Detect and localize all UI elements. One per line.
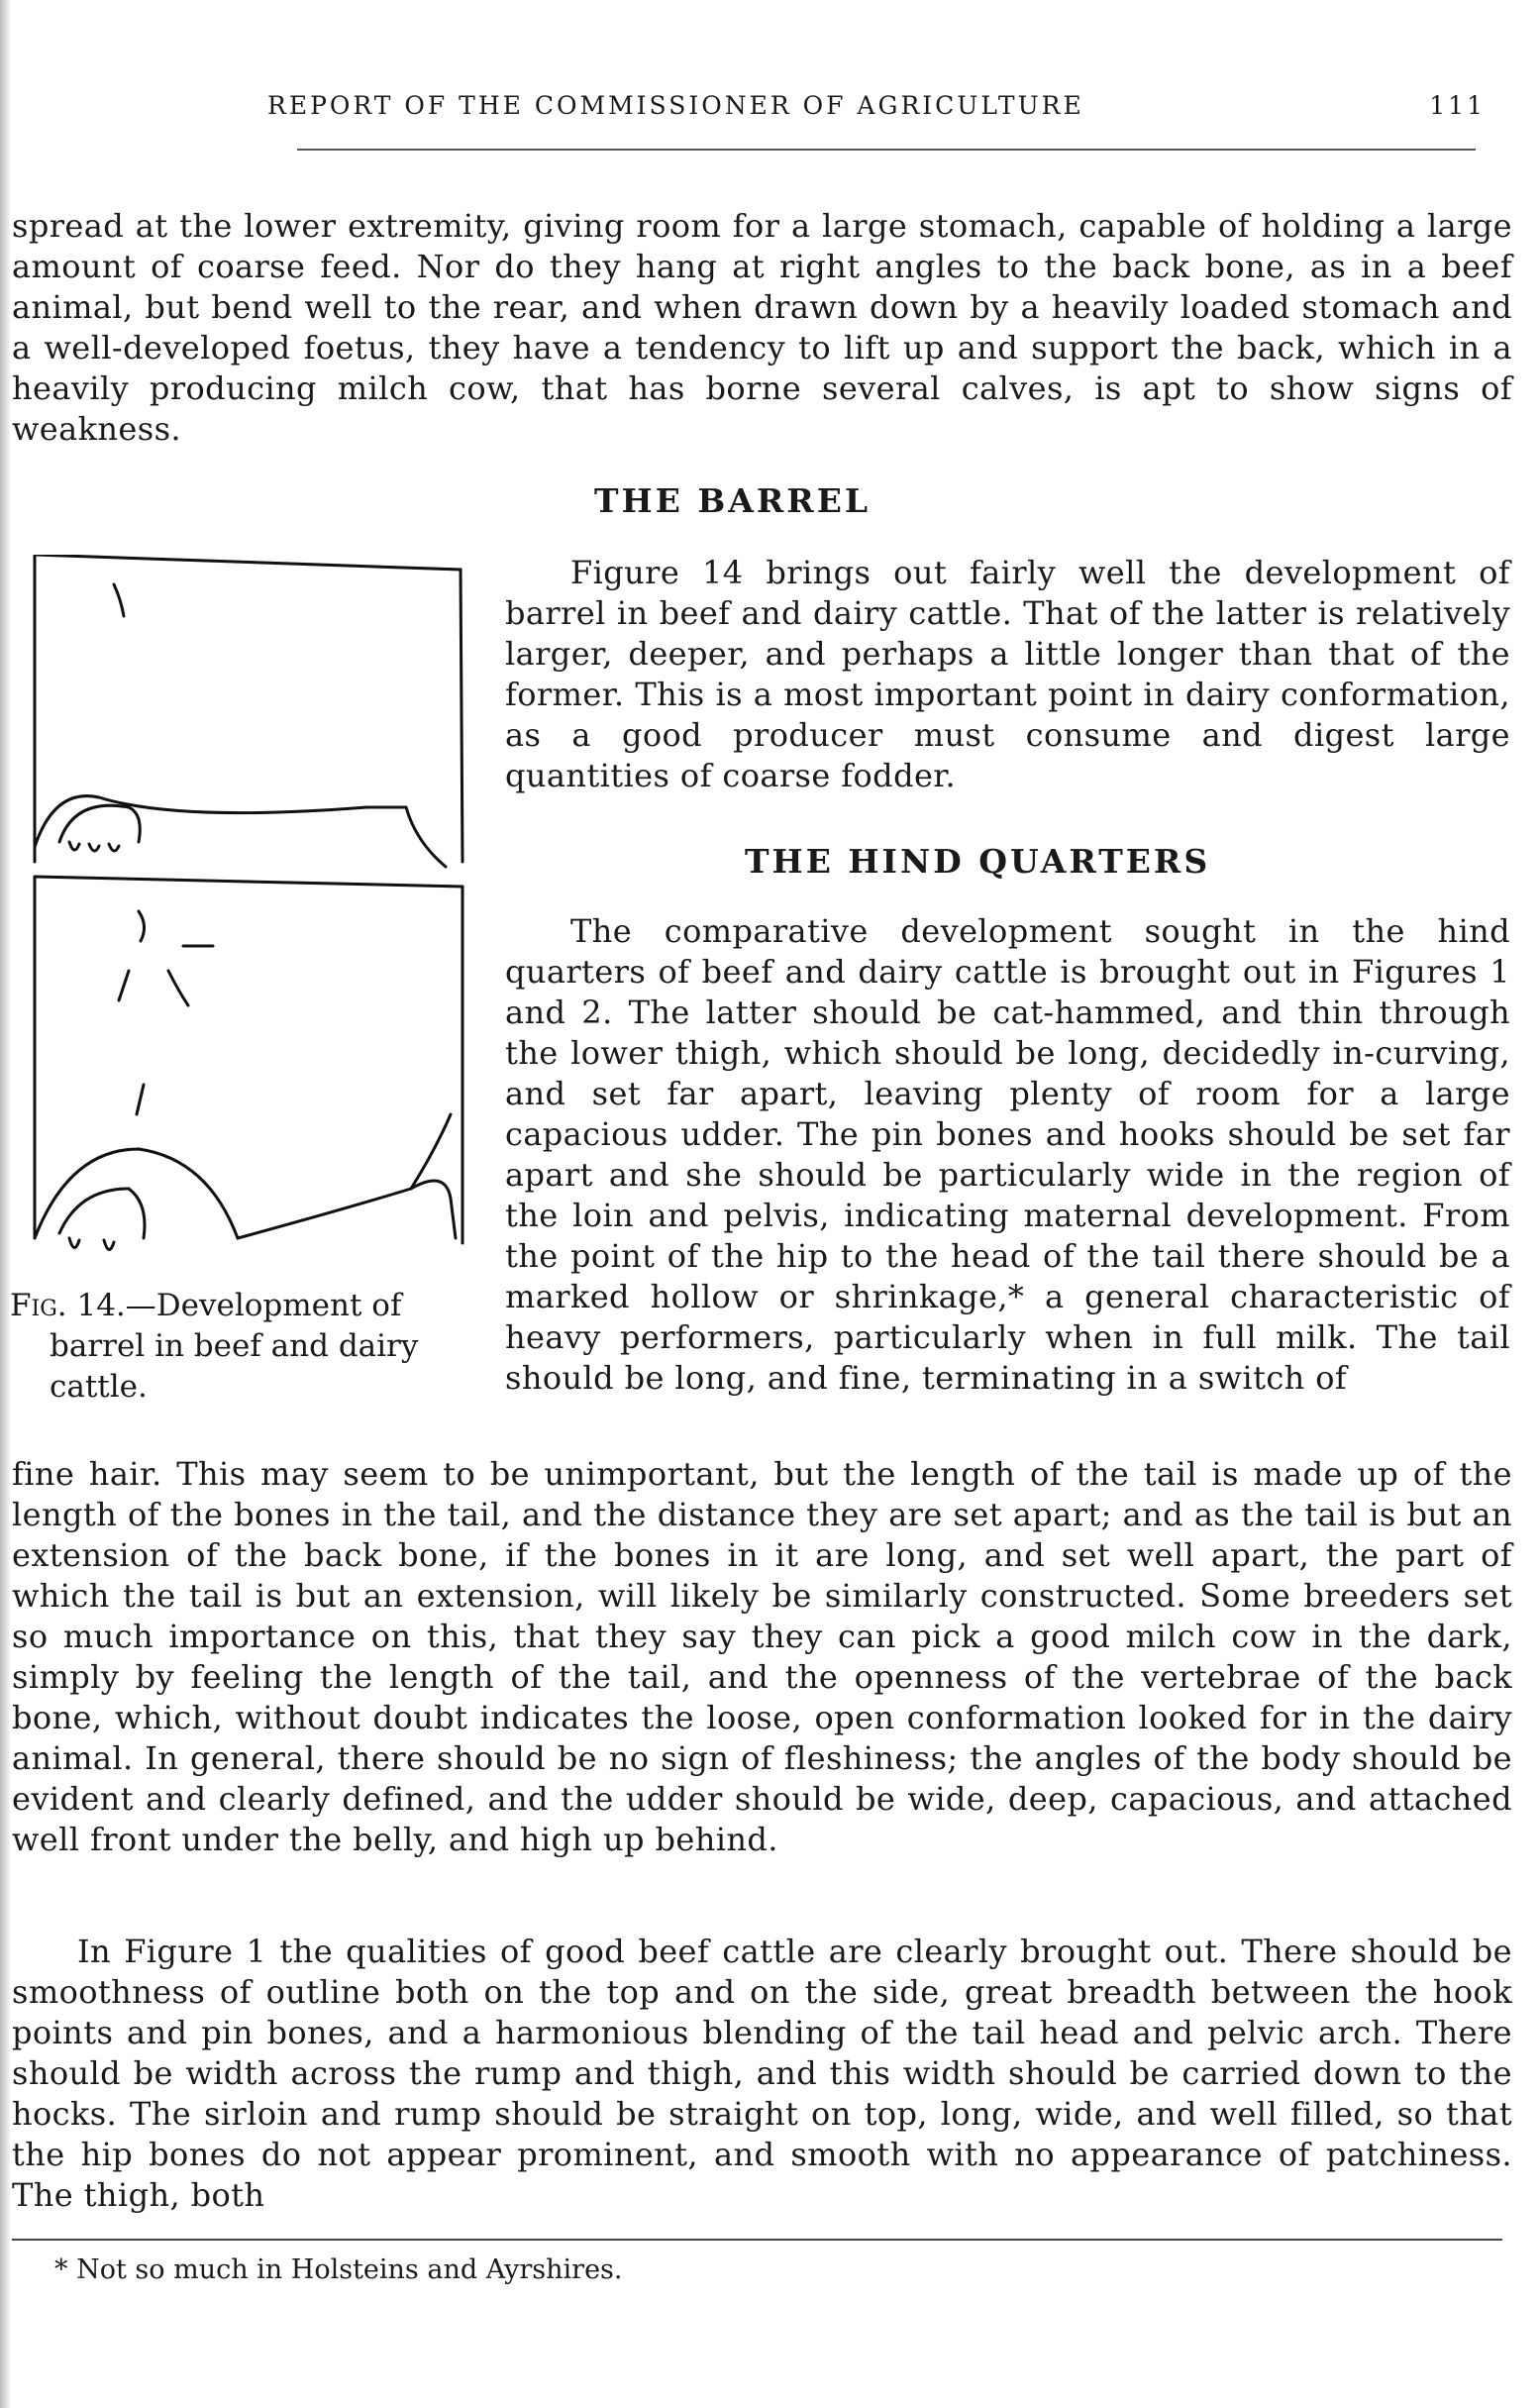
running-header [267,91,1486,120]
figure-label: Fig. 14. [10,1288,126,1323]
beef-teats [69,842,119,851]
figure-14-illustration [30,555,465,1268]
panel-divider [35,877,462,887]
dairy-panel-frame [35,877,462,1243]
hind-quarters-paragraph: The comparative development sought in the hind quarters of beef and dairy cattle is brought out in Figures 1 and 2. The latter should be cat-hammed, and thin through the lower thigh, which should be long, decidedly in-curving, and set far apart, leaving plenty of room for a large capacious udder. The pin bones and hooks should be set far apart and she should be particularly wide in the region of the loin and pelvis, indicating maternal development. From the point of the hip to the head of the tail there should be a marked hollow or shrinkage,* a general characteristic of heavy performers, particularly when in full milk. The tail should be long, and fine, terminating in a switch of [505,912,1510,1397]
beef-leg-line [406,807,446,867]
dairy-marking-1 [139,911,145,941]
caption-line-2: barrel in beef and dairy cattle. [50,1328,419,1405]
page-number: 111 [1429,91,1486,120]
figure-14-caption [10,1286,485,1408]
caption-line-1: —Development of [125,1288,402,1323]
barrel-heading: THE BARREL [594,481,872,520]
footnote: * Not so much in Holsteins and Ayrshires. [54,2254,623,2285]
beef-marking [114,584,124,616]
figure-1-paragraph: In Figure 1 the qualities of good beef cattle are clearly brought out. There should be smoothness of outline both on the top and on the side, great breadth between the hook points and pin bones, and a harmonious blending of the tail head and pelvic arch. There should be width across the rump and thigh, and this width should be carried down to the hocks. The sirloin and rump should be straight on top, long, wide, and well filled, so that the hip bones do not appear prominent, and smooth with no appearance of patchiness. The thigh, both [12,1933,1512,2214]
beef-udder [59,805,140,842]
header-rule [297,149,1476,151]
hind-quarters-paragraph-continued: fine hair. This may seem to be unimportant, but the length of the tail is made up of the length of the bones in the tail, and the distance they are set apart; and as the tail is but an extension of the back bone, if the bones in it are long, and set well apart, the part of which the tail is but an extension, will likely be similarly constructed. Some breeders set so much importance on this, that they say they can pick a good milch cow in the dark, simply by feeling the length of the tail, and the openness of the vertebrae of the back bone, which, without doubt indicates the loose, open conformation looked for in the dairy animal. In general, there should be no sign of fleshiness; the angles of the body should be evident and clearly defined, and the udder should be wide, deep, capacious, and attached well front under the belly, and high up behind. [12,1455,1512,1858]
barrel-paragraph: Figure 14 brings out fairly well the development of barrel in beef and dairy cattle. That of the latter is relatively larger, deeper, and perhaps a little longer than that of the former. This is a most important point in dairy conformation, as a good producer must consume and digest large quantities of coarse fodder. [505,554,1510,794]
dairy-belly-outline [35,1114,451,1238]
page-binding-edge [0,0,10,2408]
dairy-leg-line [411,1181,456,1238]
running-title: REPORT OF THE COMMISSIONER OF AGRICULTURE [267,91,1084,120]
dairy-teats [69,1238,114,1250]
beef-belly-outline [35,796,406,847]
hind-quarters-heading: THE HIND QUARTERS [745,842,1211,881]
beef-panel-frame [35,555,462,862]
intro-paragraph: spread at the lower extremity, giving room for a large stomach, capable of holding a large amount of coarse feed. Nor do they hang at right angles to the back bone, as in a beef animal, but bend well to the rear, and when drawn down by a heavily loaded stomach and a well-developed foetus, they have a tendency to lift up and support the back, which in a heavily producing milch cow, that has borne several calves, is apt to show signs of weakness. [12,207,1512,448]
dairy-udder [59,1189,145,1238]
footnote-rule [12,2239,1502,2241]
dairy-marking-3 [119,971,188,1005]
dairy-marking-4 [137,1085,144,1114]
